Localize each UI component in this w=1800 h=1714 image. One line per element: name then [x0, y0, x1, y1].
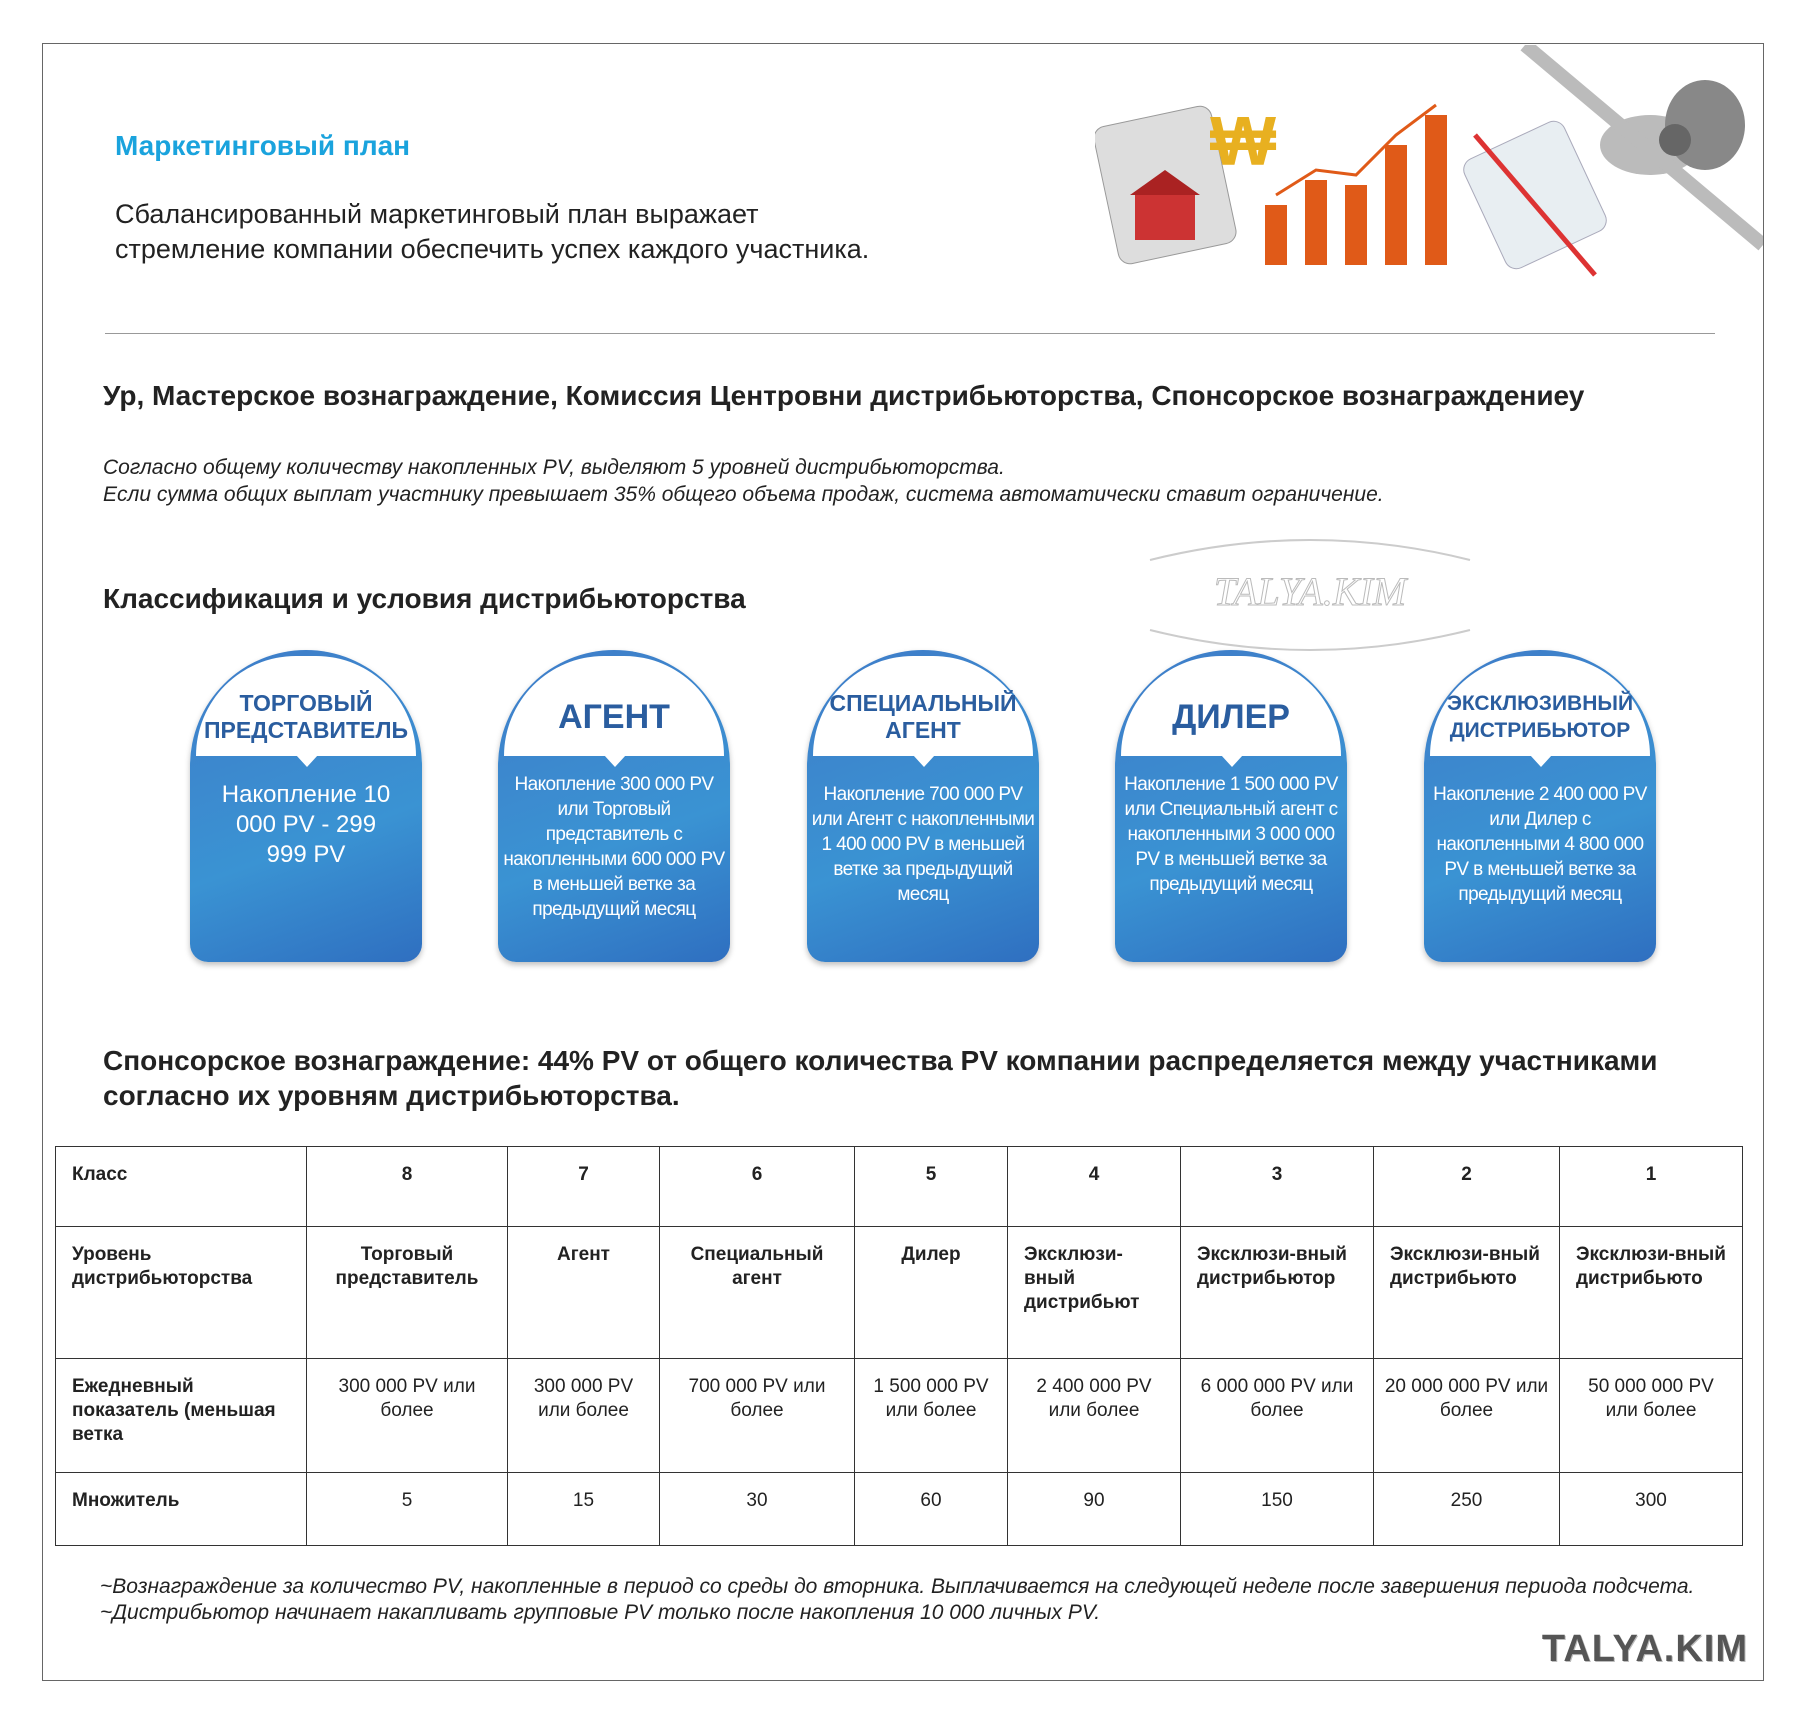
won-sign-icon: ₩: [1210, 102, 1277, 180]
badge-exclusive-distributor: ЭКСКЛЮЗИВНЫЙ ДИСТРИБЬЮТОР Накопление 2 400 000 PV или Дилер с накопленными 4 800 000 PV в меньшей ветке за предыдущий месяц: [1424, 650, 1656, 962]
table-cell: 7: [508, 1147, 660, 1227]
table-cell: 150: [1181, 1473, 1374, 1546]
row-label: Ежедневный показатель (меньшая ветка: [56, 1359, 307, 1473]
table-row: [56, 1147, 1743, 1227]
table-cell: 8: [307, 1147, 508, 1227]
table-row: [56, 1227, 1743, 1359]
footnote: ~Дистрибьютор начинает накапливать групповые PV только после накопления 10 000 личных PV.: [100, 1601, 1101, 1624]
footnote: ~Вознаграждение за количество PV, накопленные в период со среды до вторника. Выплачивается на следующей неделе после завершения периода подсчета.: [100, 1575, 1695, 1598]
table-cell: 3: [1181, 1147, 1374, 1227]
sponsor-table: [55, 1146, 1743, 1546]
logo: TALYA.KIM: [1541, 1628, 1748, 1670]
table-cell: 300 000 PV или более: [508, 1359, 660, 1473]
badge-agent: АГЕНТ Накопление 300 000 PV или Торговый представитель с накопленными 600 000 PV в меньшей ветке за предыдущий месяц: [498, 650, 730, 962]
table-cell: 6 000 000 PV или более: [1181, 1359, 1374, 1473]
table-cell: 300: [1560, 1473, 1743, 1546]
section-heading-classification: Классификация и условия дистрибьюторства: [103, 583, 746, 614]
row-label: Класс: [56, 1147, 307, 1227]
table-cell: 250: [1374, 1473, 1560, 1546]
section-heading-rewards: Ур, Мастерское вознаграждение, Комиссия Центровни дистрибьюторства, Спонсорское вознаграждениеу: [103, 380, 1585, 411]
table-cell: Эксклюзи-вный дистрибьюто: [1374, 1227, 1560, 1359]
table-cell: Специальный агент: [660, 1227, 855, 1359]
table-cell: 700 000 PV или более: [660, 1359, 855, 1473]
divider: [105, 333, 1715, 334]
table-cell: 5: [855, 1147, 1008, 1227]
row-label: Уровень дистрибьюторства: [56, 1227, 307, 1359]
svg-text:TALYA.KIM: TALYA.KIM: [1213, 569, 1407, 614]
table-cell: Торговый представитель: [307, 1227, 508, 1359]
bar-chart-icon: [1265, 105, 1447, 265]
table-cell: 90: [1008, 1473, 1181, 1546]
table-cell: 15: [508, 1473, 660, 1546]
watermark: [1130, 530, 1490, 660]
table-cell: 4: [1008, 1147, 1181, 1227]
table-cell: 1: [1560, 1147, 1743, 1227]
table-cell: 60: [855, 1473, 1008, 1546]
table-cell: Эксклюзи-вный дистрибьют: [1008, 1227, 1181, 1359]
table-cell: Агент: [508, 1227, 660, 1359]
table-cell: 50 000 000 PV или более: [1560, 1359, 1743, 1473]
footnotes: [100, 1574, 1740, 1626]
description-line: Если сумма общих выплат участнику превышает 35% общего объема продаж, система автоматически ставит ограничение.: [103, 483, 1384, 506]
table-cell: Эксклюзи-вный дистрибьюто: [1560, 1227, 1743, 1359]
table-cell: 5: [307, 1473, 508, 1546]
row-label: Множитель: [56, 1473, 307, 1546]
table-cell: Эксклюзи-вный дистрибьютор: [1181, 1227, 1374, 1359]
intro-text: Сбалансированный маркетинговый план выражает стремление компании обеспечить успех каждого участника.: [115, 199, 870, 264]
table-row: [56, 1473, 1743, 1546]
table-cell: 30: [660, 1473, 855, 1546]
header-illustration: [1095, 45, 1763, 285]
table-cell: Дилер: [855, 1227, 1008, 1359]
table-cell: 6: [660, 1147, 855, 1227]
table-cell: 20 000 000 PV или более: [1374, 1359, 1560, 1473]
table-cell: 2 400 000 PV или более: [1008, 1359, 1181, 1473]
badge-sales-representative: ТОРГОВЫЙ ПРЕДСТАВИТЕЛЬ Накопление 10 000 PV - 299 999 PV: [190, 650, 422, 962]
badge-special-agent: СПЕЦИАЛЬНЫЙ АГЕНТ Накопление 700 000 PV или Агент с накопленными 1 400 000 PV в меньшей ветке за предыдущий месяц: [807, 650, 1039, 962]
description-line: Согласно общему количеству накопленных PV, выделяют 5 уровней дистрибьюторства.: [103, 456, 1005, 479]
section-description: [103, 454, 1503, 508]
page-title: Маркетинговый план: [115, 130, 411, 161]
badge-dealer: ДИЛЕР Накопление 1 500 000 PV или Специальный агент с накопленными 3 000 000 PV в меньшей ветке за предыдущий месяц: [1115, 650, 1347, 962]
section-heading-sponsor: Спонсорское вознаграждение: 44% PV от общего количества PV компании распределяется между участниками согласно их уровням дистрибьюторства.: [103, 1045, 1658, 1111]
table-cell: 300 000 PV или более: [307, 1359, 508, 1473]
table-cell: 1 500 000 PV или более: [855, 1359, 1008, 1473]
table-row: [56, 1359, 1743, 1473]
calculator-icon: [1460, 117, 1610, 275]
table-cell: 2: [1374, 1147, 1560, 1227]
